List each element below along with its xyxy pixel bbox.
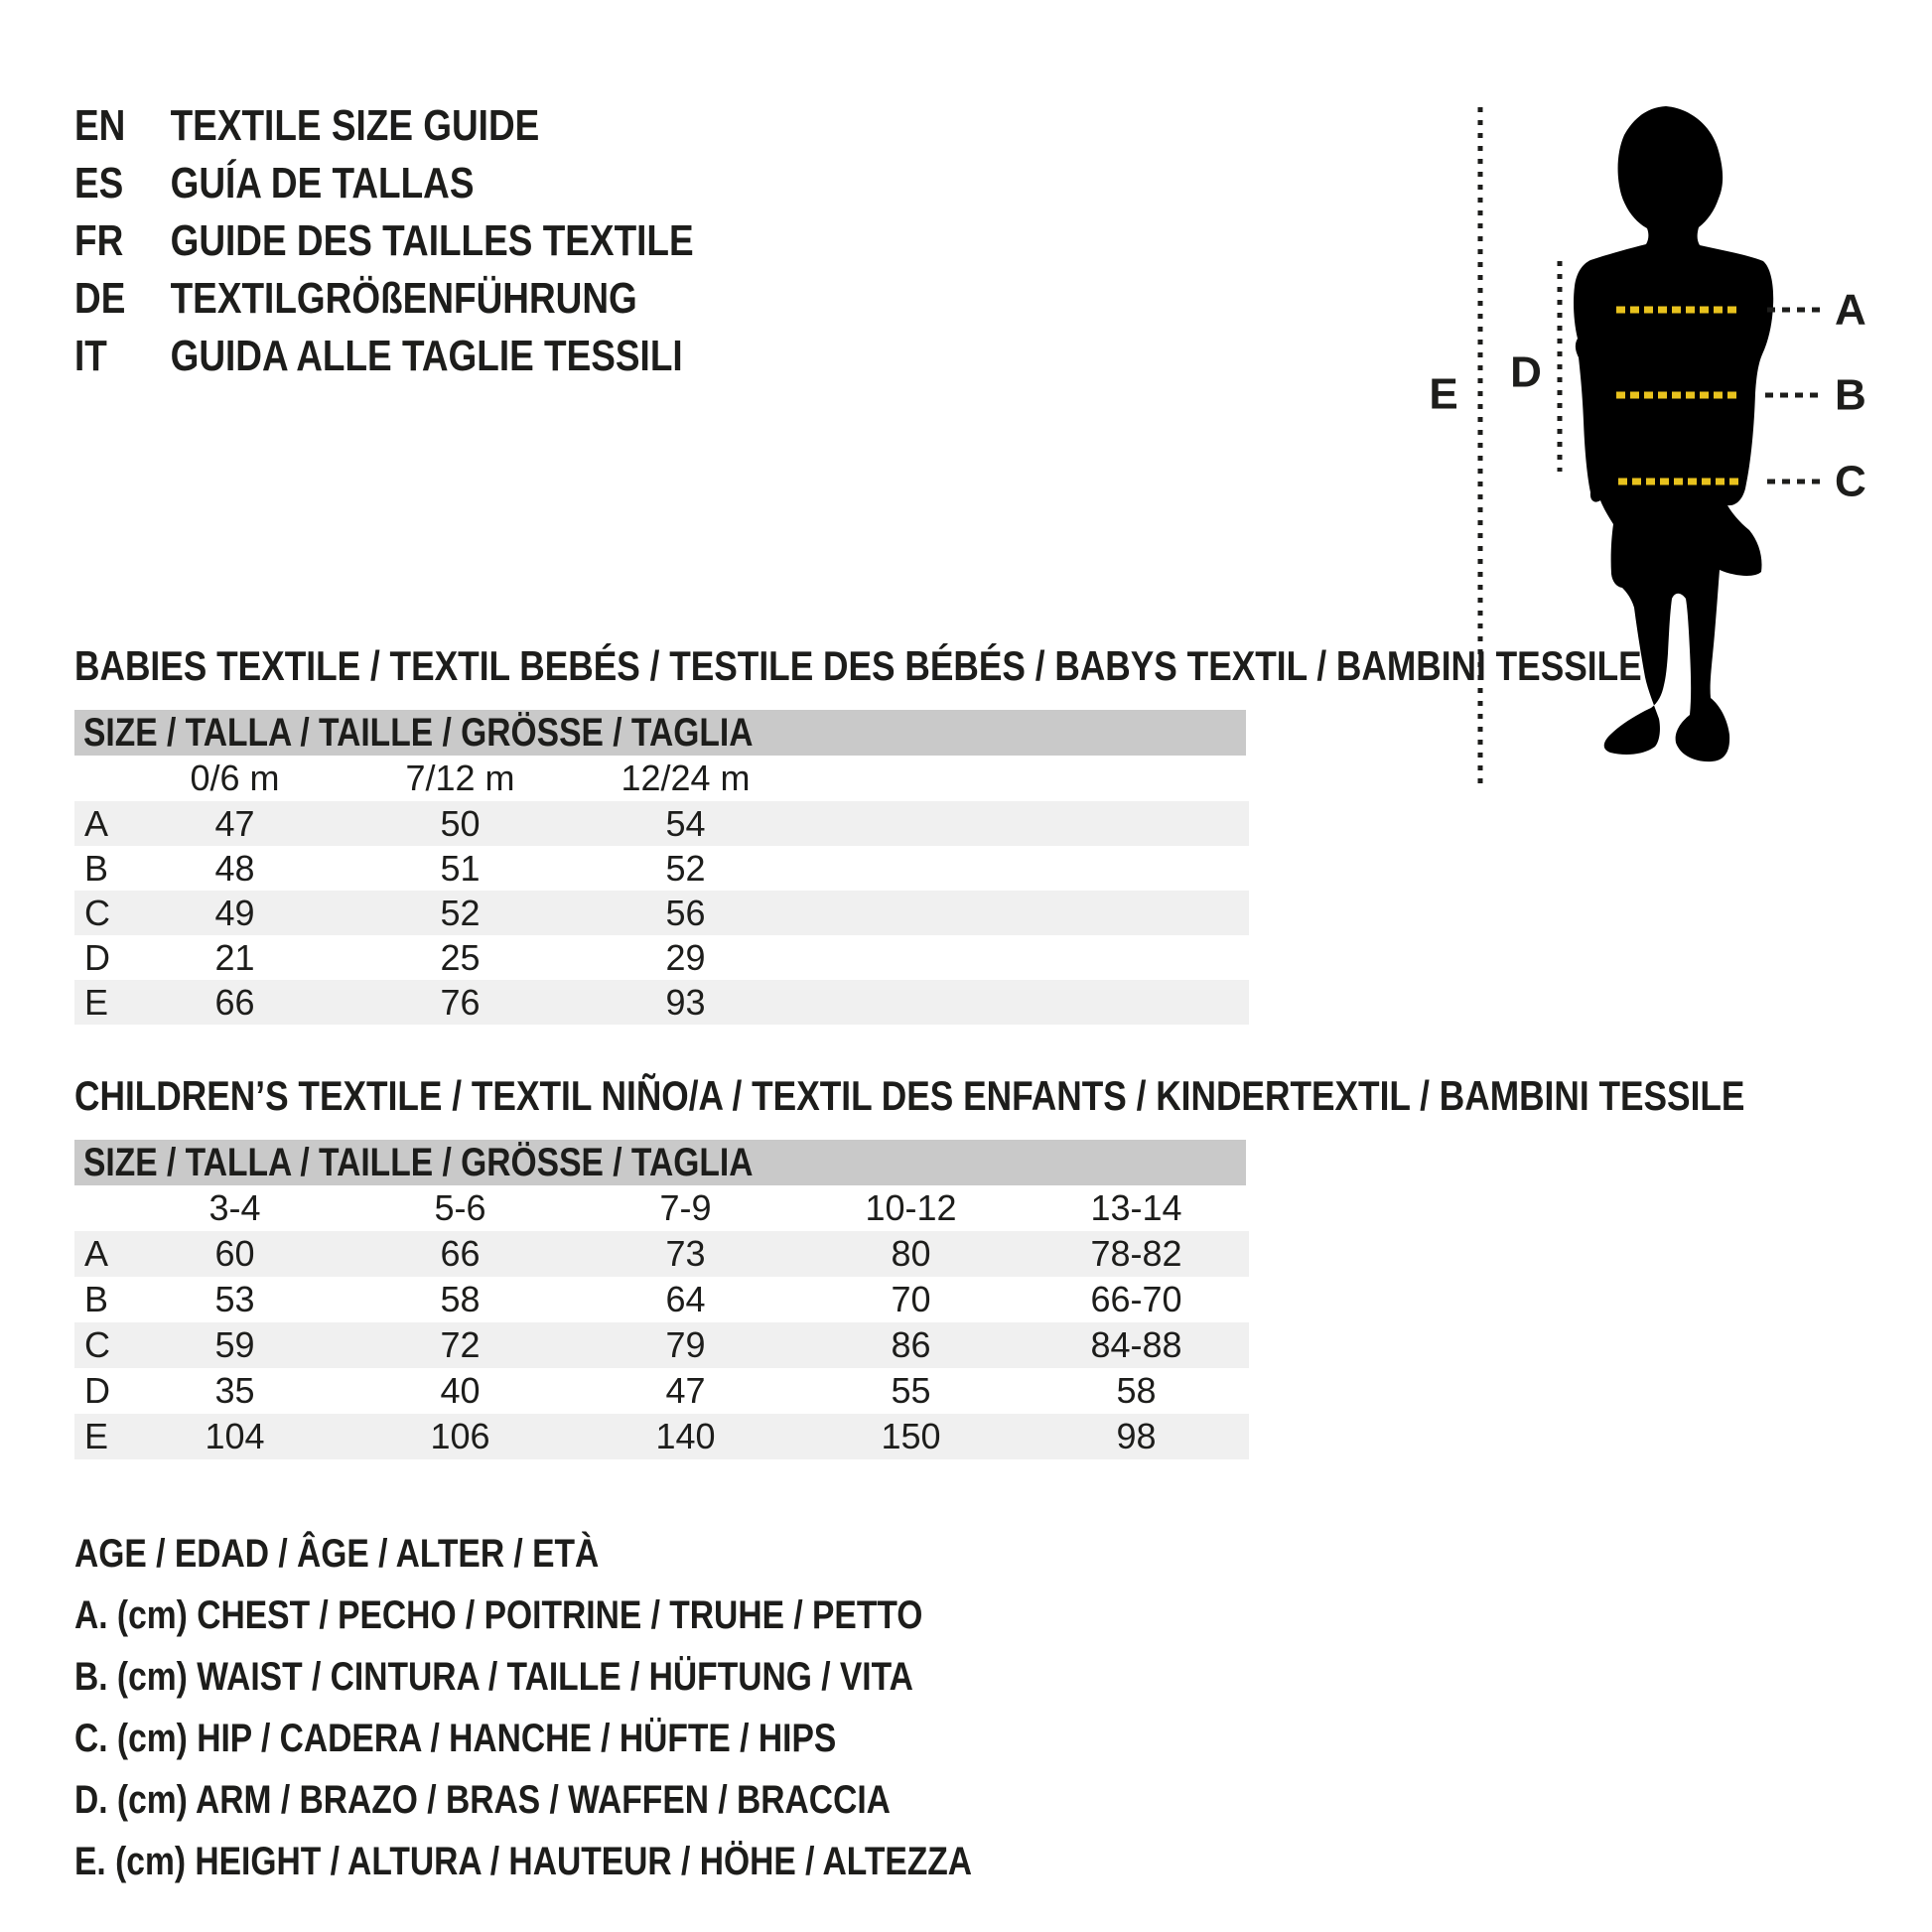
children-table-row-c — [74, 1322, 1249, 1368]
language-row-de — [74, 270, 811, 328]
table-cell: 106 — [430, 1416, 490, 1456]
table-cell: 29 — [665, 937, 706, 978]
table-cell: 84-88 — [1090, 1324, 1182, 1365]
table-cell: 66 — [440, 1233, 481, 1274]
table-cell: 78-82 — [1090, 1233, 1182, 1274]
row-label: A — [84, 803, 109, 844]
table-cell: 70 — [891, 1279, 931, 1319]
children-column-header: 10-12 — [865, 1187, 957, 1228]
language-title: TEXTILE SIZE GUIDE — [170, 101, 540, 150]
legend-line-height: E. (cm) HEIGHT / ALTURA / HAUTEUR / HÖHE / ALTEZZA — [74, 1840, 973, 1883]
table-cell: 47 — [665, 1370, 706, 1411]
babies-column-header: 0/6 m — [190, 758, 280, 798]
legend-line-hip: C. (cm) HIP / CADERA / HANCHE / HÜFTE / HIPS — [74, 1717, 837, 1760]
legend-line-arm: D. (cm) ARM / BRAZO / BRAS / WAFFEN / BRACCIA — [74, 1778, 891, 1822]
row-label: C — [84, 1324, 110, 1365]
children-table-row-e — [74, 1414, 1249, 1459]
table-cell: 51 — [440, 848, 481, 889]
language-title: GUIDE DES TAILLES TEXTILE — [170, 216, 694, 265]
row-label: C — [84, 893, 110, 933]
babies-table-row-b — [74, 846, 1249, 891]
language-title-list — [74, 97, 811, 385]
table-cell: 52 — [665, 848, 706, 889]
table-cell: 150 — [881, 1416, 941, 1456]
table-cell: 104 — [205, 1416, 265, 1456]
table-cell: 64 — [665, 1279, 706, 1319]
table-cell: 59 — [214, 1324, 255, 1365]
figure-label-d: D — [1510, 347, 1542, 397]
language-row-it — [74, 328, 811, 385]
babies-table-row-a — [74, 801, 1249, 846]
table-cell: 53 — [214, 1279, 255, 1319]
table-cell: 80 — [891, 1233, 931, 1274]
table-cell: 79 — [665, 1324, 706, 1365]
table-cell: 35 — [214, 1370, 255, 1411]
table-cell: 55 — [891, 1370, 931, 1411]
language-code: FR — [74, 216, 124, 265]
language-row-es — [74, 155, 811, 212]
row-label: B — [84, 1279, 109, 1319]
language-code: EN — [74, 101, 126, 150]
language-code: IT — [74, 332, 107, 380]
language-row-fr — [74, 212, 811, 270]
table-cell: 73 — [665, 1233, 706, 1274]
table-cell: 76 — [440, 982, 481, 1023]
figure-label-a: A — [1835, 285, 1866, 335]
children-column-header: 13-14 — [1090, 1187, 1182, 1228]
table-cell: 58 — [1116, 1370, 1157, 1411]
table-cell: 93 — [665, 982, 706, 1023]
table-cell: 140 — [655, 1416, 716, 1456]
table-cell: 66 — [214, 982, 255, 1023]
children-column-header-row — [74, 1185, 1249, 1231]
row-label: B — [84, 848, 109, 889]
children-column-header: 3-4 — [208, 1187, 261, 1228]
babies-table-row-e — [74, 980, 1249, 1025]
babies-table-row-d — [74, 935, 1249, 980]
children-table-row-b — [74, 1277, 1249, 1322]
table-cell: 48 — [214, 848, 255, 889]
row-label: E — [84, 982, 109, 1023]
table-cell: 60 — [214, 1233, 255, 1274]
table-cell: 56 — [665, 893, 706, 933]
table-cell: 86 — [891, 1324, 931, 1365]
legend-age-line: AGE / EDAD / ÂGE / ALTER / ETÀ — [74, 1532, 600, 1576]
children-section-title: CHILDREN’S TEXTILE / TEXTIL NIÑO/A / TEXTIL DES ENFANTS / KINDERTEXTIL / BAMBINI TESSILE — [74, 1072, 1745, 1119]
language-title: TEXTILGRÖßENFÜHRUNG — [170, 274, 637, 323]
table-cell: 25 — [440, 937, 481, 978]
figure-label-b: B — [1835, 370, 1866, 420]
table-cell: 21 — [214, 937, 255, 978]
language-row-en — [74, 97, 811, 155]
babies-column-header: 12/24 m — [621, 758, 751, 798]
table-cell: 52 — [440, 893, 481, 933]
babies-size-header-bar: SIZE / TALLA / TAILLE / GRÖSSE / TAGLIA — [74, 710, 1246, 756]
table-cell: 66-70 — [1090, 1279, 1182, 1319]
children-size-header-bar: SIZE / TALLA / TAILLE / GRÖSSE / TAGLIA — [74, 1140, 1246, 1185]
table-cell: 54 — [665, 803, 706, 844]
table-cell: 50 — [440, 803, 481, 844]
babies-column-header: 7/12 m — [405, 758, 515, 798]
figure-label-c: C — [1835, 457, 1866, 506]
table-cell: 47 — [214, 803, 255, 844]
table-cell: 49 — [214, 893, 255, 933]
table-cell: 72 — [440, 1324, 481, 1365]
language-title: GUIDA ALLE TAGLIE TESSILI — [170, 332, 683, 380]
row-label: D — [84, 937, 110, 978]
children-table-row-a — [74, 1231, 1249, 1277]
table-cell: 40 — [440, 1370, 481, 1411]
table-cell: 58 — [440, 1279, 481, 1319]
babies-column-header-row — [74, 756, 1249, 801]
babies-section-title: BABIES TEXTILE / TEXTIL BEBÉS / TESTILE DES BÉBÉS / BABYS TEXTIL / BAMBINI TESSILE — [74, 642, 1642, 689]
babies-table-row-c — [74, 891, 1249, 935]
language-code: ES — [74, 159, 124, 207]
legend-line-waist: B. (cm) WAIST / CINTURA / TAILLE / HÜFTUNG / VITA — [74, 1655, 913, 1699]
legend-line-chest: A. (cm) CHEST / PECHO / POITRINE / TRUHE / PETTO — [74, 1593, 923, 1637]
row-label: E — [84, 1416, 109, 1456]
row-label: A — [84, 1233, 109, 1274]
language-title: GUÍA DE TALLAS — [170, 159, 475, 207]
figure-label-e: E — [1429, 369, 1458, 419]
children-column-header: 5-6 — [434, 1187, 486, 1228]
language-code: DE — [74, 274, 126, 323]
row-label: D — [84, 1370, 110, 1411]
table-cell: 98 — [1116, 1416, 1157, 1456]
children-column-header: 7-9 — [659, 1187, 712, 1228]
children-table-row-d — [74, 1368, 1249, 1414]
